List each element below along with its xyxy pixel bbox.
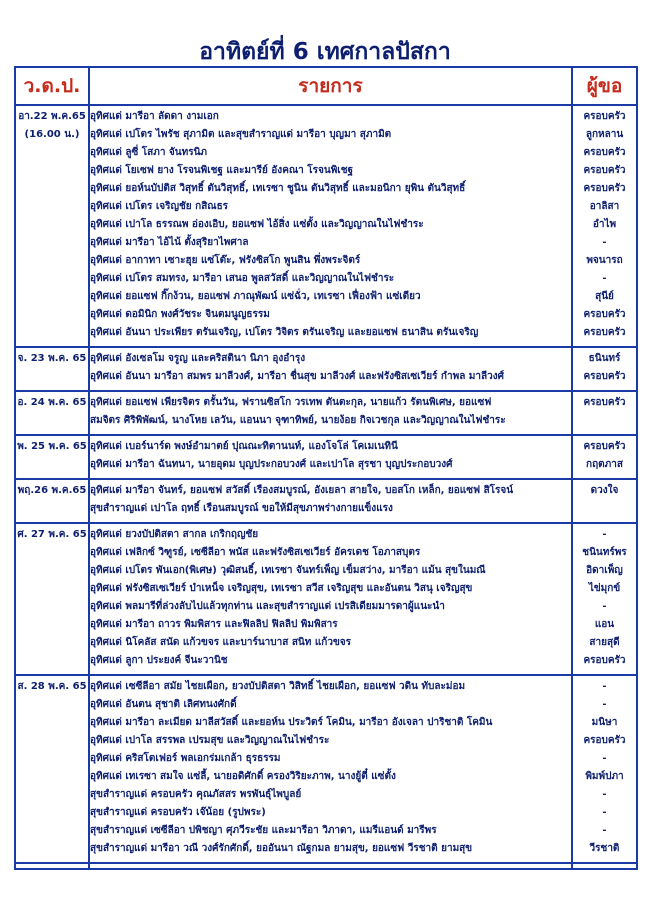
- requester-name: ชนินทร์พร: [582, 547, 627, 558]
- day-row: [15, 105, 637, 347]
- day-items-cell: [89, 435, 572, 479]
- requester-name: -: [602, 529, 607, 540]
- intention-line: อุทิศแด่ เปาโล สรรพล เปรมสุข และวิญญาณในไฟชำระ: [90, 735, 330, 746]
- day-date-cell: [15, 479, 89, 523]
- intention-line: สุขสำราญแด่ มารีอา วณี วงศ์รักศักดิ์, ยออันนา ณัฐกมล ยามสุข, ยอแซฟ วีรชาติ ยามสุข: [90, 843, 473, 854]
- intention-line: อุทิศแด่ ลูกา ประยงค์ จีนะวานิช: [90, 655, 228, 666]
- empty-cell: [89, 863, 572, 869]
- day-date: จ. 23 พ.ค. 65: [17, 353, 87, 364]
- intention-line: สุขสำราญแด่ เซซีลีอา ปพิชญา ศุภวีระชัย และมารีอา วิภาดา, แมรีแอนด์ มารีพร: [90, 825, 437, 836]
- requester-column-header: ผู้ขอ: [572, 67, 637, 105]
- day-date: อา.22 พ.ค.65: [18, 111, 86, 122]
- day-date-cell: [15, 435, 89, 479]
- requester-name: ครอบครัว: [583, 655, 626, 666]
- requester-name: ครอบครัว: [583, 111, 626, 122]
- day-date-cell: [15, 523, 89, 675]
- requester-name: อิดาเพ็ญ: [586, 565, 623, 576]
- requester-name: -: [602, 237, 607, 248]
- intention-line: อุทิศแด่ อันตน สุชาติ เลิศทนงศักดิ์: [90, 699, 237, 710]
- day-requester-cell: [572, 391, 637, 435]
- day-requester-cell: [572, 347, 637, 391]
- intention-line: สุขสำราญแด่ ครอบครัว คุณภัสสร พรพันธุ์ไพบูลย์: [90, 789, 302, 800]
- requester-name: -: [602, 789, 607, 800]
- day-time: (16.00 น.): [24, 129, 80, 140]
- requester-name: ดวงใจ: [590, 485, 619, 496]
- requester-name: -: [602, 601, 607, 612]
- schedule-body: [15, 105, 637, 869]
- day-requester-cell: [572, 523, 637, 675]
- day-items-cell: [89, 675, 572, 863]
- intention-line: อุทิศแด่ พลมารีที่ล่วงลับไปแล้วทุกท่าน และสุขสำราญแด่ เปรสิเดียมมารดาผู้แนะนำ: [90, 601, 445, 612]
- mass-intention-table: [14, 66, 638, 870]
- requester-name: -: [602, 807, 607, 818]
- requester-name: [573, 412, 636, 430]
- intention-line: อุทิศแด่ อันนา มารีอา สมพร มาลีวงศ์, มารีอา ชื่นสุข มาลีวงศ์ และฟรังซิสเซเวียร์ กำพล มาลีวงศ์: [90, 371, 504, 382]
- requester-name: พิมพ์ปภา: [585, 771, 624, 782]
- requester-name: -: [602, 825, 607, 836]
- intention-line: อุทิศแด่ ฟรังซิสเซเวียร์ บำเหน็จ เจริญสุข, เทเรซา สวีส เจริญสุข และอันตน วิสนุ เจริญสุข: [90, 583, 473, 594]
- day-row: [15, 391, 637, 435]
- intention-line: สมจิตร ศิริพิพัฒน์, นางโหย เลวัน, แอนนา จุฑาทิพย์, นายง้อย กิจเวชกุล และวิญญาณในไฟชำระ: [90, 415, 506, 426]
- intention-line: อุทิศแด่ เปโตร พันเอก(พิเศษ) วุฒิสนธิ์, เทเรซา จันทร์เพ็ญ เข็มสว่าง, มารีอา แม้น สุขในมณี: [90, 565, 486, 576]
- requester-name: มนิษา: [591, 717, 618, 728]
- intention-line: อุทิศแด่ เทเรซา สมใจ แซ่ลี้, นายอดิศักดิ์ ครองวิริยะภาพ, นางยู้ตี๋ แซ่ตั้ง: [90, 771, 396, 782]
- intention-line: อุทิศแด่ ยอแซฟ กิ๊กง้วน, ยอแซฟ ภาณุพัฒน์ แซ่ฉั่ว, เทเรซา เฟื่องฟ้า แซ่เตียว: [90, 291, 421, 302]
- intention-line: อุทิศแด่ มารีอา ละเมียด มาลีสวัสดิ์ และยอห์น ประวิตร์ โคมิน, มารีอา อังเจลา ปาริชาติ โคมิน: [90, 717, 493, 728]
- requester-name: กฤตภาส: [586, 459, 623, 470]
- requester-name: สายสุดี: [589, 637, 620, 648]
- date-column-header: ว.ด.ป.: [15, 67, 89, 105]
- requester-name: ครอบครัว: [583, 165, 626, 176]
- continuation-row: [15, 863, 637, 869]
- requester-name: -: [602, 699, 607, 710]
- intention-line: อุทิศแด่ ยอห์นบัปติส วิสุทธิ์ ตันวิสุทธิ์, เทเรซา ชูนิน ตันวิสุทธิ์ และมอนิกา ยุพิน ตันวิสุทธิ์: [90, 183, 466, 194]
- requester-name: -: [602, 681, 607, 692]
- day-requester-cell: [572, 675, 637, 863]
- intention-line: อุทิศแด่ เบอร์นาร์ด พงษ์อำมาตย์ ปุณณะทิตานนท์, แองโจโล่ โคเมเนทินี: [90, 441, 398, 452]
- day-items-cell: [89, 479, 572, 523]
- intention-line: อุทิศแด่ อังเซลโม จรูญ และคริสตินา นิภา อุงอำรุง: [90, 353, 306, 364]
- intention-line: อุทิศแด่ เปาโล ธรรณพ อ่องเอิบ, ยอแซฟ ไอ้สิ่ง แซ่ตั้ง และวิญญาณในไฟชำระ: [90, 219, 424, 230]
- requester-name: [573, 500, 636, 518]
- empty-cell: [572, 863, 637, 869]
- day-row: [15, 435, 637, 479]
- requester-name: ครอบครัว: [583, 397, 626, 408]
- requester-name: ครอบครัว: [583, 309, 626, 320]
- requester-name: ครอบครัว: [583, 147, 626, 158]
- intention-line: อุทิศแด่ ยอแซฟ เพียรจิตร ตรั้นวัน, ฟรานซิสโก วรเทพ ตันตะกุล, นายแก้ว รัตนพิเศษ, ยอแซฟ: [90, 397, 492, 408]
- intention-line: อุทิศแด่ ลูซี่ โสภา จันทรนิภ: [90, 147, 208, 158]
- page-title: อาทิตย์ที่ 6 เทศกาลปัสกา: [199, 39, 451, 65]
- requester-name: สุนีย์: [595, 291, 614, 302]
- requester-name: -: [602, 753, 607, 764]
- day-row: [15, 479, 637, 523]
- day-date-cell: [15, 105, 89, 347]
- intention-line: สุขสำราญแด่ เปาโล ฤทธิ์ เรือนสมบูรณ์ ขอให้มีสุขภาพร่างกายแข็งแรง: [90, 503, 393, 514]
- requester-name: ครอบครัว: [583, 441, 626, 452]
- day-date: อ. 24 พ.ค. 65: [17, 397, 87, 408]
- intention-line: อุทิศแด่ เซซีลีอา สมัย ไชยเผือก, ยวงบัปติสตา วิสิทธิ์ ไชยเผือก, ยอแซฟ วดิน ทับละม่อม: [90, 681, 466, 692]
- day-requester-cell: [572, 479, 637, 523]
- requester-name: แอน: [594, 619, 615, 630]
- day-date: ส. 28 พ.ค. 65: [17, 681, 87, 692]
- intention-line: อุทิศแด่ เปโตร ไพรัช สุภามิต และสุขสำราญแด่ มารีอา บุญมา สุภามิต: [90, 129, 392, 140]
- requester-name: ครอบครัว: [583, 183, 626, 194]
- requester-name: อำไพ: [592, 219, 617, 230]
- requester-name: ลูกหลาน: [585, 129, 624, 140]
- day-items-cell: [89, 523, 572, 675]
- day-items-cell: [89, 347, 572, 391]
- intention-line: อุทิศแด่ นิโคลัส สนัด แก้วขจร และบาร์นาบาส สนิท แก้วขจร: [90, 637, 352, 648]
- requester-name: พจนารถ: [586, 255, 623, 266]
- intention-line: อุทิศแด่ เปโตร สมทรง, มารีอา เสนอ พูลสวัสดิ์ และวิญญาณในไฟชำระ: [90, 273, 395, 284]
- day-date: ศ. 27 พ.ค. 65: [17, 529, 87, 540]
- day-date: พฤ.26 พ.ค.65: [17, 485, 87, 496]
- intention-line: อุทิศแด่ เฟลิกซ์ วิฑูรย์, เซซีลีอา พนัส และฟรังซิสเซเวียร์ อัครเดช โอภาสบุตร: [90, 547, 421, 558]
- day-row: [15, 347, 637, 391]
- day-date-cell: [15, 347, 89, 391]
- empty-cell: [15, 863, 89, 869]
- requester-name: อาลิสา: [589, 201, 620, 212]
- requester-name: -: [602, 273, 607, 284]
- intention-line: อุทิศแด่ เปโตร เจริญชัย กสิณธร: [90, 201, 229, 212]
- intention-line: อุทิศแด่ มารีอา จันทร์, ยอแซฟ สวัสดิ์ เรืองสมบูรณ์, อังเยลา สายใจ, บอสโก เหล็ก, ยอแซฟ สิโรจน์: [90, 485, 514, 496]
- requester-name: ครอบครัว: [583, 327, 626, 338]
- intention-line: อุทิศแด่ ยวงบัปติสตา สากล เกริกฤญชัย: [90, 529, 259, 540]
- intention-line: อุทิศแด่ มารีอา ไอ้ไน้ ตั้งสุริยาไพศาล: [90, 237, 249, 248]
- intention-line: อุทิศแด่ มารีอา ฉันทนา, นายอุดม บุญประกอบวงศ์ และเปาโล สุรชา บุญประกอบวงศ์: [90, 459, 453, 470]
- intention-line: อุทิศแด่ คริสโตเฟอร์ พลเอกร่มเกล้า ธุรธรรม: [90, 753, 281, 764]
- day-requester-cell: [572, 435, 637, 479]
- day-row: [15, 675, 637, 863]
- requester-name: ครอบครัว: [583, 371, 626, 382]
- day-items-cell: [89, 105, 572, 347]
- day-date: พ. 25 พ.ค. 65: [17, 441, 87, 452]
- requester-name: ไข่มุกข์: [588, 583, 621, 594]
- day-requester-cell: [572, 105, 637, 347]
- requester-name: ธนินทร์: [588, 353, 621, 364]
- intention-line: อุทิศแด่ ดอมินิก พงศ์วัชระ จินตมนูญธรรม: [90, 309, 270, 320]
- day-items-cell: [89, 391, 572, 435]
- intention-line: อุทิศแด่ มารีอา ลัดดา งามเอก: [90, 111, 219, 122]
- day-row: [15, 523, 637, 675]
- table-header-row: [15, 67, 637, 105]
- day-date-cell: [15, 391, 89, 435]
- intention-line: สุขสำราญแด่ ครอบครัว เจ๊น้อย (รูปพระ): [90, 807, 266, 818]
- intention-line: อุทิศแด่ มารีอา ถาวร พิมพิสาร และฟิลลิป ฟิลลิป พิมพิสาร: [90, 619, 338, 630]
- intention-line: อุทิศแด่ อากาทา เซาะฮุย แซ่โต๊ะ, ฟรังซิสโก พูนสิน พึ่งพระจิตร์: [90, 255, 361, 266]
- requester-name: วีรชาติ: [589, 843, 620, 854]
- requester-name: ครอบครัว: [583, 735, 626, 746]
- intention-line: อุทิศแด่ อันนา ประเพียร ตรันเจริญ, เปโตร วิจิตร ตรันเจริญ และยอแซฟ ธนาสิน ตรันเจริญ: [90, 327, 479, 338]
- intention-line: อุทิศแด่ โยเซฟ ยาง โรจนพิเชฐ และมารีย์ อังคณา โรจนพิเชฐ: [90, 165, 354, 176]
- day-date-cell: [15, 675, 89, 863]
- items-column-header: รายการ: [89, 67, 572, 105]
